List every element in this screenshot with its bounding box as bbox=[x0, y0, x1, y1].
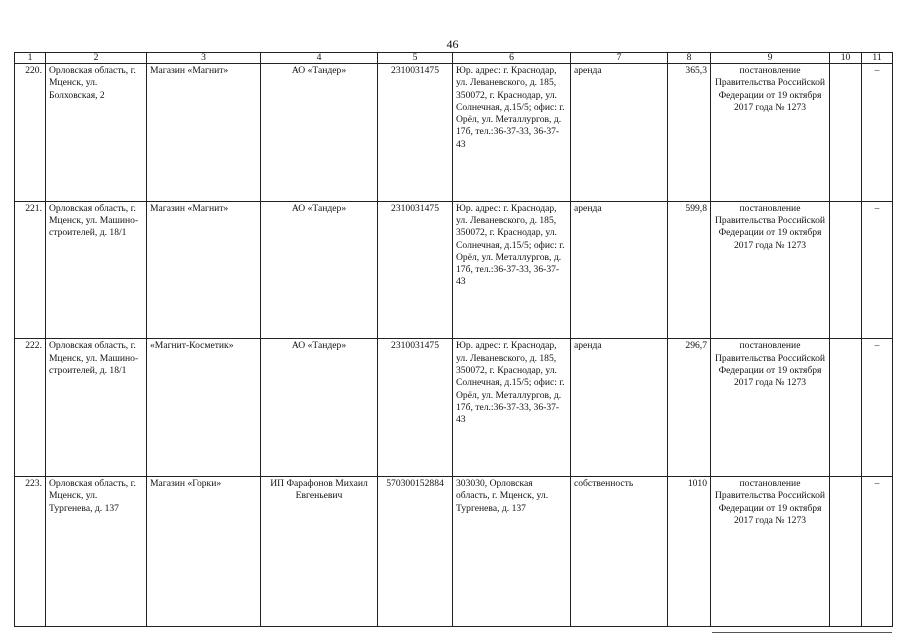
column-10-cell bbox=[830, 201, 862, 339]
row-number: 221. bbox=[15, 201, 46, 339]
column-11-cell: – bbox=[862, 339, 893, 477]
column-10-cell bbox=[830, 339, 862, 477]
row-number: 220. bbox=[15, 64, 46, 202]
table-row bbox=[15, 64, 893, 202]
column-header: 1 bbox=[15, 53, 46, 64]
object-name: «Магнит-Косметик» bbox=[147, 339, 261, 477]
column-header: 11 bbox=[862, 53, 893, 64]
column-11-cell: – bbox=[862, 201, 893, 339]
organization: АО «Тандер» bbox=[261, 339, 378, 477]
contacts: Юр. адрес: г. Краснодар, ул. Леваневского, д. 185, 350072, г. Краснодар, ул. Солнечная, д.15/5; офис: г. Орёл, ул. Металлургов, д. 17б, тел.:36-37-33, 36-37-43 bbox=[453, 201, 571, 339]
ownership: аренда bbox=[571, 339, 668, 477]
ownership: собственность bbox=[571, 477, 668, 627]
column-11-cell: – bbox=[862, 477, 893, 627]
header-row bbox=[15, 53, 893, 64]
row-number: 222. bbox=[15, 339, 46, 477]
table-row bbox=[15, 201, 893, 339]
legal-basis: постановление Правительства Российской Федерации от 19 октября 2017 года № 1273 bbox=[711, 201, 830, 339]
object-name: Магазин «Магнит» bbox=[147, 201, 261, 339]
column-header: 8 bbox=[668, 53, 711, 64]
ownership: аренда bbox=[571, 64, 668, 202]
column-header: 5 bbox=[378, 53, 453, 64]
bottom-rule bbox=[712, 632, 892, 633]
object-address: Орловская область, г. Мценск, ул. Машино-строителей, д. 18/1 bbox=[46, 201, 147, 339]
page-number: 46 bbox=[446, 37, 459, 51]
inn: 2310031475 bbox=[378, 201, 453, 339]
legal-basis: постановление Правительства Российской Федерации от 19 октября 2017 года № 1273 bbox=[711, 64, 830, 202]
area: 296,7 bbox=[668, 339, 711, 477]
column-10-cell bbox=[830, 64, 862, 202]
object-name: Магазин «Горки» bbox=[147, 477, 261, 627]
column-header: 2 bbox=[46, 53, 147, 64]
inn: 2310031475 bbox=[378, 64, 453, 202]
row-number: 223. bbox=[15, 477, 46, 627]
table-row bbox=[15, 339, 893, 477]
object-name: Магазин «Магнит» bbox=[147, 64, 261, 202]
table-row bbox=[15, 477, 893, 627]
column-header: 6 bbox=[453, 53, 571, 64]
inn: 570300152884 bbox=[378, 477, 453, 627]
legal-basis: постановление Правительства Российской Федерации от 19 октября 2017 года № 1273 bbox=[711, 339, 830, 477]
organization: АО «Тандер» bbox=[261, 64, 378, 202]
contacts: 303030, Орловская область, г. Мценск, ул. Тургенева, д. 137 bbox=[453, 477, 571, 627]
column-10-cell bbox=[830, 477, 862, 627]
register-table bbox=[14, 52, 893, 627]
contacts: Юр. адрес: г. Краснодар, ул. Леваневского, д. 185, 350072, г. Краснодар, ул. Солнечная, д.15/5; офис: г. Орёл, ул. Металлургов, д. 17б, тел.:36-37-33, 36-37-43 bbox=[453, 64, 571, 202]
column-header: 3 bbox=[147, 53, 261, 64]
legal-basis: постановление Правительства Российской Федерации от 19 октября 2017 года № 1273 bbox=[711, 477, 830, 627]
column-header: 7 bbox=[571, 53, 668, 64]
area: 599,8 bbox=[668, 201, 711, 339]
organization: АО «Тандер» bbox=[261, 201, 378, 339]
column-11-cell: – bbox=[862, 64, 893, 202]
object-address: Орловская область, г. Мценск, ул. Болховская, 2 bbox=[46, 64, 147, 202]
organization: ИП Фарафонов Михаил Евгеньевич bbox=[261, 477, 378, 627]
area: 1010 bbox=[668, 477, 711, 627]
contacts: Юр. адрес: г. Краснодар, ул. Леваневского, д. 185, 350072, г. Краснодар, ул. Солнечная, д.15/5; офис: г. Орёл, ул. Металлургов, д. 17б, тел.:36-37-33, 36-37-43 bbox=[453, 339, 571, 477]
column-header: 10 bbox=[830, 53, 862, 64]
area: 365,3 bbox=[668, 64, 711, 202]
object-address: Орловская область, г. Мценск, ул. Машино-строителей, д. 18/1 bbox=[46, 339, 147, 477]
column-header: 4 bbox=[261, 53, 378, 64]
object-address: Орловская область, г. Мценск, ул. Тургенева, д. 137 bbox=[46, 477, 147, 627]
ownership: аренда bbox=[571, 201, 668, 339]
inn: 2310031475 bbox=[378, 339, 453, 477]
column-header: 9 bbox=[711, 53, 830, 64]
